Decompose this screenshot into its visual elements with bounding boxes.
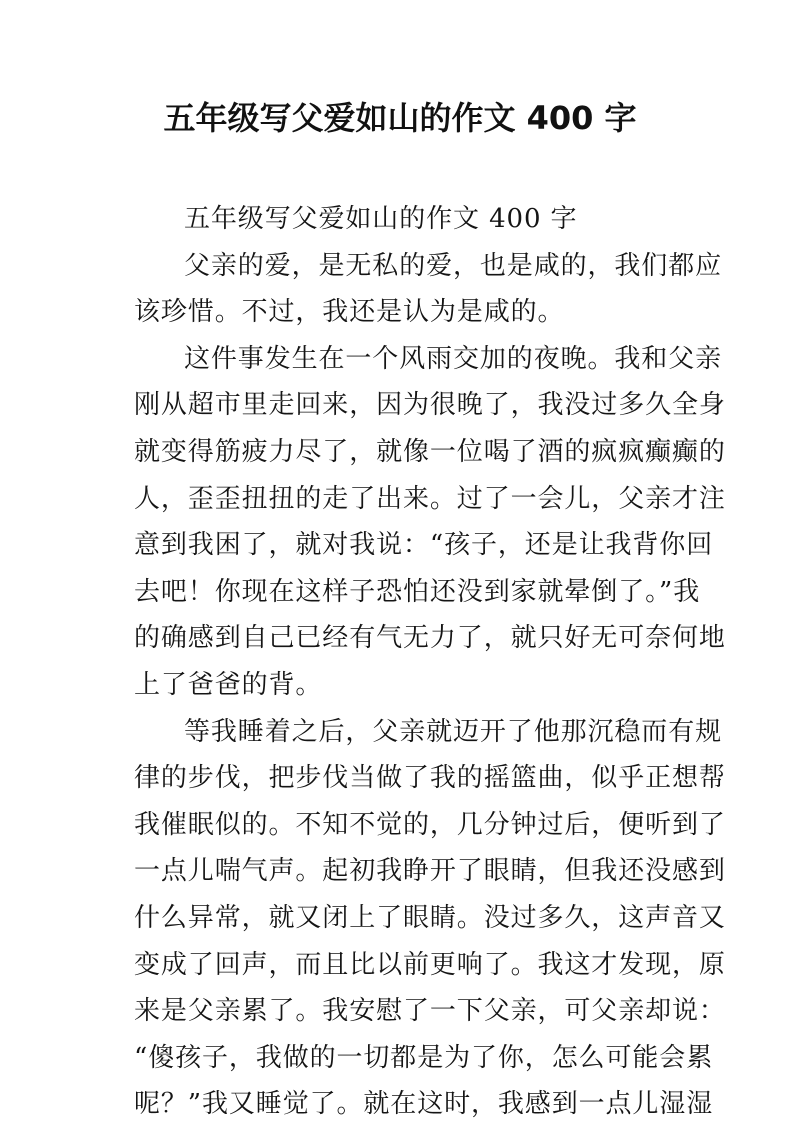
paragraph-1-line-2: 该珍惜。不过，我还是认为是咸的。	[134, 297, 565, 328]
subtitle-line: 五年级写父爱如山的作文 400 字	[184, 204, 578, 234]
paragraph-2-line-3: 就变得筋疲力尽了，就像一位喝了酒的疯疯癫癫的	[134, 436, 726, 467]
paragraph-3-line-8: “傻孩子，我做的一切都是为了你，怎么可能会累	[134, 1042, 714, 1073]
paragraph-2-line-7: 的确感到自己已经有气无力了，就只好无可奈何地	[134, 623, 726, 654]
paragraph-2-line-2: 刚从超市里走回来，因为很晚了，我没过多久全身	[134, 390, 726, 421]
paragraph-3-line-6: 变成了回声，而且比以前更响了。我这才发现，原	[134, 949, 726, 980]
paragraph-2-line-6: 去吧！你现在这样子恐怕还没到家就晕倒了。”我	[134, 576, 701, 607]
paragraph-3-line-9: 呢？”我又睡觉了。就在这时，我感到一点儿湿湿	[134, 1089, 714, 1120]
paragraph-1-line-1: 父亲的爱，是无私的爱，也是咸的，我们都应	[184, 250, 723, 281]
paragraph-2-line-1: 这件事发生在一个风雨交加的夜晚。我和父亲	[184, 343, 723, 374]
paragraph-3-line-7: 来是父亲累了。我安慰了一下父亲，可父亲却说：	[134, 996, 726, 1027]
paragraph-3-line-1: 等我睡着之后，父亲就迈开了他那沉稳而有规	[184, 716, 723, 747]
paragraph-3-line-4: 一点儿喘气声。起初我睁开了眼睛，但我还没感到	[134, 856, 726, 887]
paragraph-3-line-5: 什么异常，就又闭上了眼睛。没过多久，这声音又	[134, 902, 726, 933]
paragraph-2-line-5: 意到我困了，就对我说：“孩子，还是让我背你回	[134, 530, 714, 561]
paragraph-3-line-2: 律的步伐，把步伐当做了我的摇篮曲，似乎正想帮	[134, 763, 726, 794]
document-body	[134, 196, 726, 1128]
document-title: 五年级写父爱如山的作文 400 字	[163, 99, 637, 137]
paragraph-2-line-8: 上了爸爸的背。	[134, 669, 323, 700]
paragraph-3-line-3: 我催眠似的。不知不觉的，几分钟过后，便听到了	[134, 809, 726, 840]
paragraph-2-line-4: 人，歪歪扭扭的走了出来。过了一会儿，父亲才注	[134, 483, 726, 514]
